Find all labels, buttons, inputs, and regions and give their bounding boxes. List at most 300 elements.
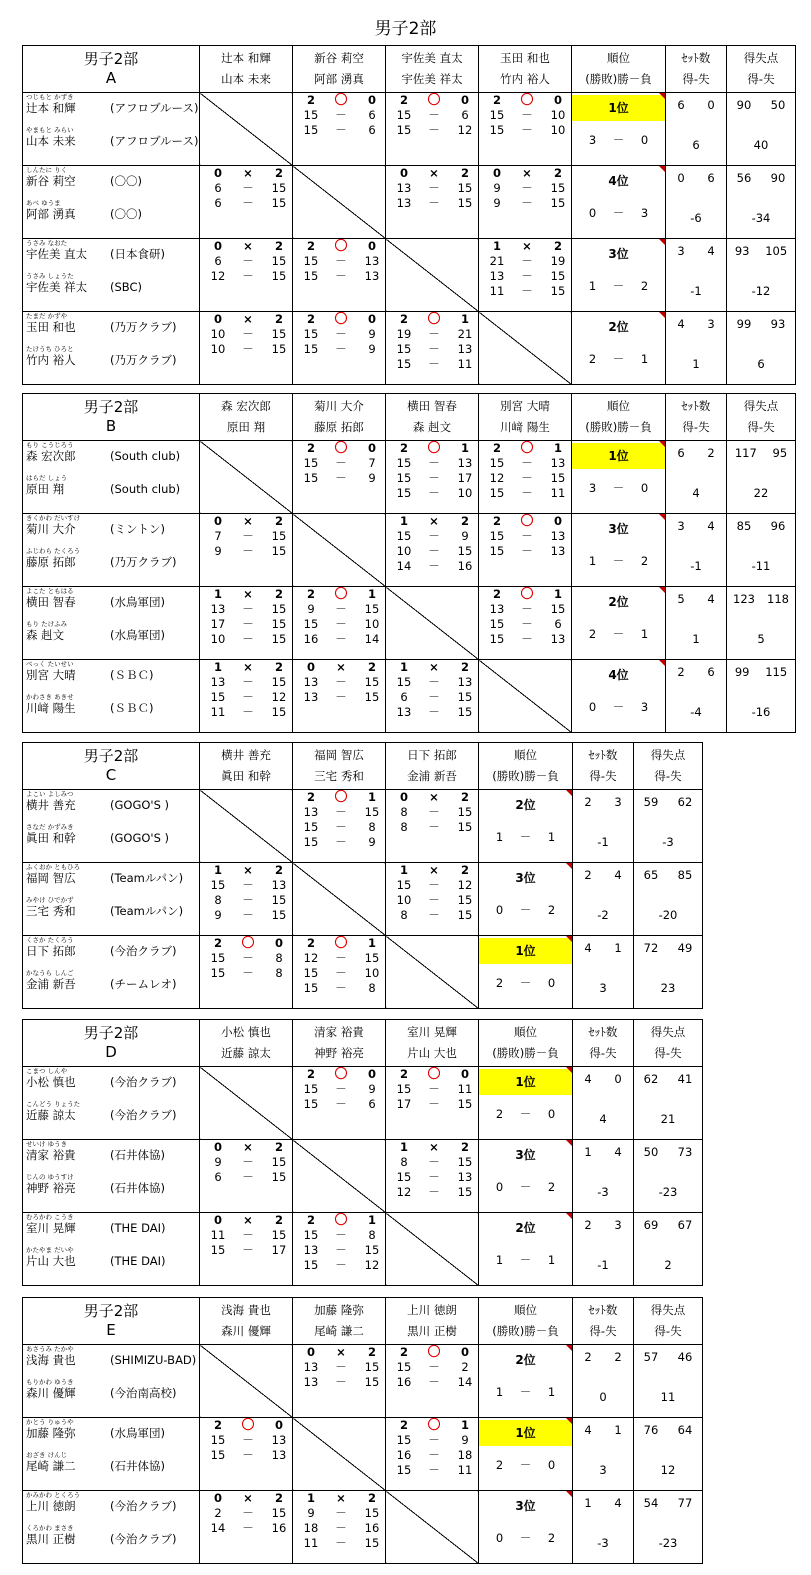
win-loss-record <box>572 700 665 715</box>
set-score-line <box>200 239 292 254</box>
match-result-cell <box>386 1418 479 1491</box>
game-score-line <box>386 805 478 820</box>
wins: 0 <box>588 700 597 714</box>
sets-lost: 2 <box>367 660 376 674</box>
game-points-for: 13 <box>489 269 505 283</box>
sets-against: 3 <box>614 1218 622 1232</box>
win-circle-icon: 〇 <box>427 312 441 327</box>
points-header-line-1: 得失点 <box>650 1025 686 1039</box>
game-points-against: 15 <box>271 269 287 283</box>
team-name-cell <box>23 1418 200 1491</box>
match-result-cell <box>293 1067 386 1140</box>
game-points-against: 13 <box>271 1448 287 1462</box>
player-kana: せいけ ゆうき <box>26 1140 68 1148</box>
team-name-cell <box>23 312 200 385</box>
loss-cross-icon: × <box>243 1213 253 1227</box>
game-points-against: 15 <box>457 1185 473 1199</box>
comment-marker-icon <box>566 1067 572 1073</box>
game-points-against: 6 <box>554 617 562 631</box>
game-points-for: 15 <box>396 342 412 356</box>
score-dash: － <box>335 1375 347 1389</box>
game-score-line <box>479 108 571 123</box>
game-score-line <box>200 602 292 617</box>
team-row <box>23 514 796 587</box>
points-for: 59 <box>643 795 659 809</box>
game-score-line <box>293 1228 385 1243</box>
score-dash: － <box>242 1155 254 1169</box>
self-match-cell <box>386 587 479 660</box>
club-name: (今治クラブ) <box>110 1108 177 1122</box>
score-dash: － <box>335 835 347 849</box>
game-score-line <box>293 675 385 690</box>
game-points-for: 9 <box>493 196 501 210</box>
comment-marker-icon <box>659 312 665 318</box>
score-dash: － <box>242 1170 254 1184</box>
set-score-line <box>293 1213 385 1228</box>
score-dash: － <box>242 690 254 704</box>
group-letter: D <box>105 1043 117 1061</box>
game-score-line <box>386 1433 478 1448</box>
game-points-for: 9 <box>214 544 222 558</box>
header-player-2: 黒川 正樹 <box>407 1324 457 1338</box>
comment-marker-icon <box>659 166 665 172</box>
rank-cell <box>572 587 666 660</box>
win-circle-icon: 〇 <box>241 936 255 951</box>
points-difference: 2 <box>664 1258 672 1272</box>
sets-for: 2 <box>677 665 685 679</box>
match-result-cell <box>293 441 386 514</box>
game-points-against: 15 <box>364 1243 380 1257</box>
team-name-cell <box>23 1067 200 1140</box>
game-points-against: 15 <box>271 529 287 543</box>
game-score-line <box>386 486 478 501</box>
sets-won: 2 <box>399 1345 408 1359</box>
header-player-2: 川﨑 陽生 <box>500 420 550 434</box>
set-score-line <box>386 1067 478 1082</box>
points-difference: -23 <box>658 1536 678 1550</box>
game-score-line <box>200 327 292 342</box>
game-points-for: 15 <box>303 981 319 995</box>
sets-against: 4 <box>614 1145 622 1159</box>
points-against: 50 <box>770 98 786 112</box>
wins: 2 <box>495 976 504 990</box>
player-name-line <box>23 628 199 643</box>
record-dash: － <box>612 206 625 220</box>
points-for-against <box>727 514 795 534</box>
set-score-line <box>386 166 478 181</box>
set-count-cell <box>666 312 727 385</box>
game-points-for: 6 <box>214 196 222 210</box>
game-score-line <box>200 1228 292 1243</box>
points-for-against <box>634 1418 702 1438</box>
sets-lost: 2 <box>274 239 283 253</box>
sets-lost: 2 <box>367 1491 376 1505</box>
score-dash: － <box>242 893 254 907</box>
win-circle-icon: 〇 <box>334 441 348 456</box>
set-score-line <box>386 312 478 327</box>
player-name-line <box>23 449 199 464</box>
match-result-cell <box>386 166 479 239</box>
win-circle-icon: 〇 <box>520 514 534 529</box>
set-difference: 1 <box>692 357 700 371</box>
game-points-for: 8 <box>400 1155 408 1169</box>
game-score-line <box>479 529 571 544</box>
set-score-line <box>200 587 292 602</box>
points-difference: -23 <box>658 1185 678 1199</box>
game-score-line <box>386 820 478 835</box>
game-points-against: 8 <box>275 951 283 965</box>
game-points-for: 15 <box>396 486 412 500</box>
sets-against: 4 <box>707 592 715 606</box>
group-division: 男子2部 <box>83 1302 139 1320</box>
game-points-against: 15 <box>550 196 566 210</box>
self-match-cell <box>386 1213 479 1286</box>
points-against: 90 <box>770 171 786 185</box>
win-circle-icon: 〇 <box>334 239 348 254</box>
win-loss-record <box>479 1107 572 1122</box>
team-row <box>23 441 796 514</box>
team-row <box>23 93 796 166</box>
player-name-line <box>23 1075 199 1090</box>
player-kana: かなうら しんご <box>26 969 74 977</box>
game-points-against: 15 <box>271 908 287 922</box>
set-count-cell <box>666 660 727 733</box>
points-for-against <box>634 1345 702 1365</box>
set-header-line-1: ｾｯﾄ数 <box>681 51 711 65</box>
player-kana: こまつ しんや <box>26 1067 68 1075</box>
game-score-line <box>293 1243 385 1258</box>
game-points-against: 15 <box>457 1155 473 1169</box>
comment-marker-icon <box>659 93 665 99</box>
game-score-line <box>386 559 478 574</box>
player-name: 眞田 和幹 <box>26 831 76 845</box>
score-dash: － <box>428 181 440 195</box>
set-score-line <box>293 660 385 675</box>
group-block <box>22 742 703 1009</box>
player-kana: うさみ なおた <box>26 239 68 247</box>
match-result-cell <box>386 1140 479 1213</box>
set-score-line <box>293 312 385 327</box>
set-difference: 0 <box>599 1390 607 1404</box>
comment-marker-icon <box>566 1213 572 1219</box>
group-letter: A <box>105 69 117 87</box>
points-cell <box>727 514 796 587</box>
points-for-against <box>727 441 795 461</box>
set-header-line-1: ｾｯﾄ数 <box>588 1303 618 1317</box>
game-points-for: 15 <box>303 471 319 485</box>
player-name: 加藤 隆弥 <box>26 1426 76 1440</box>
game-points-against: 19 <box>550 254 566 268</box>
score-dash: － <box>428 1185 440 1199</box>
set-difference: -1 <box>690 559 702 573</box>
game-score-line <box>200 1243 292 1258</box>
sets-won: 2 <box>213 936 222 950</box>
header-player-1: 菊川 大介 <box>314 399 364 413</box>
wins: 2 <box>588 627 597 641</box>
game-points-against: 8 <box>368 1228 376 1242</box>
player-name-line <box>23 207 199 222</box>
game-score-line <box>200 181 292 196</box>
player-name: 阿部 湧真 <box>26 207 76 221</box>
header-player-1: 新谷 莉空 <box>314 51 364 65</box>
rank-cell <box>572 312 666 385</box>
game-points-for: 15 <box>396 123 412 137</box>
score-dash: － <box>428 705 440 719</box>
score-dash: － <box>242 1243 254 1257</box>
rank-label: 2位 <box>608 320 629 334</box>
rank-header-line-1: 順位 <box>514 1303 537 1317</box>
column-team-header <box>386 46 479 93</box>
game-score-line <box>386 123 478 138</box>
player-name-line <box>23 280 199 295</box>
game-points-against: 2 <box>461 1360 469 1374</box>
sets-for: 0 <box>677 171 685 185</box>
player-name: 小松 慎也 <box>26 1075 76 1089</box>
set-for-against <box>666 587 726 607</box>
score-dash: － <box>335 1097 347 1111</box>
sets-won: 2 <box>399 1418 408 1432</box>
losses: 0 <box>547 1107 556 1121</box>
score-dash: － <box>242 632 254 646</box>
score-dash: － <box>428 690 440 704</box>
game-score-line <box>386 1155 478 1170</box>
rank-header <box>572 394 666 441</box>
game-points-for: 15 <box>303 835 319 849</box>
sets-lost: 2 <box>274 166 283 180</box>
game-points-for: 12 <box>210 269 226 283</box>
points-header-line-1: 得失点 <box>650 748 686 762</box>
player-kana: つじもと かずき <box>26 93 74 101</box>
game-points-for: 15 <box>489 486 505 500</box>
header-player-1: 浅海 貴也 <box>221 1303 271 1317</box>
game-points-for: 13 <box>303 805 319 819</box>
rank-label: 3位 <box>515 871 536 885</box>
score-dash: － <box>335 123 347 137</box>
column-team-header <box>200 743 293 790</box>
game-points-against: 16 <box>364 1521 380 1535</box>
record-dash: － <box>612 627 625 641</box>
group-name-cell <box>23 1020 200 1067</box>
rank-cell <box>572 514 666 587</box>
header-player-2: 藤原 拓郎 <box>314 420 364 434</box>
game-points-against: 14 <box>457 1375 473 1389</box>
match-result-cell <box>479 93 572 166</box>
match-result-cell <box>200 1140 293 1213</box>
points-against: 118 <box>767 592 789 606</box>
game-points-against: 18 <box>457 1448 473 1462</box>
player-name: 森 宏次郎 <box>26 449 76 463</box>
score-dash: － <box>521 544 533 558</box>
sets-lost: 1 <box>367 1213 376 1227</box>
score-dash: － <box>521 284 533 298</box>
points-for-against <box>727 93 795 113</box>
win-loss-record <box>572 627 665 642</box>
rank-label: 1位 <box>572 443 665 469</box>
points-difference: -34 <box>751 211 771 225</box>
score-dash: － <box>242 617 254 631</box>
score-dash: － <box>242 1433 254 1447</box>
rank-header-line-2: (勝敗)勝－負 <box>585 72 652 86</box>
loss-cross-icon: × <box>429 166 439 180</box>
score-dash: － <box>428 893 440 907</box>
set-score-line <box>293 936 385 951</box>
wins: 2 <box>495 1107 504 1121</box>
score-dash: － <box>242 1521 254 1535</box>
player-name-line <box>23 1426 199 1441</box>
wins: 3 <box>588 481 597 495</box>
sets-against: 1 <box>614 941 622 955</box>
player-kana: もり たけふみ <box>26 620 68 628</box>
match-result-cell <box>386 660 479 733</box>
game-score-line <box>200 342 292 357</box>
match-result-cell <box>293 239 386 312</box>
points-for: 93 <box>734 244 750 258</box>
game-points-against: 15 <box>271 893 287 907</box>
header-player-1: 小松 慎也 <box>221 1025 271 1039</box>
game-points-for: 15 <box>303 327 319 341</box>
set-for-against <box>573 1213 633 1233</box>
set-for-against <box>573 1140 633 1160</box>
set-count-cell <box>573 863 634 936</box>
set-score-line <box>386 1345 478 1360</box>
sets-against: 0 <box>707 98 715 112</box>
set-score-line <box>386 93 478 108</box>
game-points-for: 15 <box>396 1170 412 1184</box>
match-result-cell <box>386 790 479 863</box>
sets-won: 2 <box>492 587 501 601</box>
game-points-against: 15 <box>457 1097 473 1111</box>
game-score-line <box>479 269 571 284</box>
game-points-for: 15 <box>303 1082 319 1096</box>
rank-cell <box>479 1067 573 1140</box>
player-kana: べっく たいせい <box>26 660 74 668</box>
column-team-header <box>200 1298 293 1345</box>
game-points-for: 15 <box>303 820 319 834</box>
game-points-against: 12 <box>457 123 473 137</box>
losses: 0 <box>547 976 556 990</box>
club-name: (South club) <box>110 449 181 463</box>
match-result-cell <box>386 1067 479 1140</box>
player-kana: かわさき あきせ <box>26 693 74 701</box>
game-points-for: 6 <box>214 254 222 268</box>
game-points-for: 13 <box>303 1243 319 1257</box>
game-points-for: 15 <box>303 123 319 137</box>
game-points-for: 10 <box>396 544 412 558</box>
game-points-for: 12 <box>303 951 319 965</box>
rank-header-line-1: 順位 <box>514 748 537 762</box>
player-name-line <box>23 1148 199 1163</box>
sets-lost: 2 <box>274 1140 283 1154</box>
player-name: 室川 晃輝 <box>26 1221 76 1235</box>
points-against: 93 <box>770 317 786 331</box>
set-for-against <box>666 93 726 113</box>
score-dash: － <box>335 269 347 283</box>
game-points-for: 16 <box>396 1448 412 1462</box>
sets-against: 6 <box>707 171 715 185</box>
rank-cell <box>479 1418 573 1491</box>
player-name-line <box>23 798 199 813</box>
game-points-for: 11 <box>489 284 505 298</box>
points-cell <box>634 1067 703 1140</box>
header-player-1: 福岡 智広 <box>314 748 364 762</box>
set-score-line <box>386 1418 478 1433</box>
player-kana: かたやま だいや <box>26 1246 74 1254</box>
score-dash: － <box>521 471 533 485</box>
player-name-line <box>23 595 199 610</box>
rank-header-line-2: (勝敗)勝－負 <box>492 1324 559 1338</box>
sets-against: 6 <box>707 665 715 679</box>
wins: 0 <box>588 206 597 220</box>
match-result-cell <box>479 239 572 312</box>
points-difference: 40 <box>753 138 769 152</box>
player-name: 清家 裕貴 <box>26 1148 76 1162</box>
game-score-line <box>200 269 292 284</box>
set-score-line <box>386 790 478 805</box>
team-name-cell <box>23 587 200 660</box>
game-score-line <box>479 123 571 138</box>
sets-against: 3 <box>707 317 715 331</box>
score-dash: － <box>428 878 440 892</box>
set-count-cell <box>666 93 727 166</box>
game-score-line <box>479 486 571 501</box>
sets-lost: 2 <box>553 166 562 180</box>
game-points-against: 8 <box>368 981 376 995</box>
wins: 0 <box>495 903 504 917</box>
game-points-against: 15 <box>364 1360 380 1374</box>
points-header-line-2: 得-失 <box>654 1046 682 1060</box>
column-team-header <box>386 1298 479 1345</box>
player-kana: おざき けんじ <box>26 1451 68 1459</box>
match-result-cell <box>200 587 293 660</box>
match-result-cell <box>386 514 479 587</box>
set-for-against <box>573 790 633 810</box>
score-dash: － <box>428 1463 440 1477</box>
set-count-cell <box>573 1140 634 1213</box>
game-points-against: 9 <box>368 471 376 485</box>
rank-label: 4位 <box>608 174 629 188</box>
set-score-line <box>200 936 292 951</box>
player-name: 神野 裕亮 <box>26 1181 76 1195</box>
sets-lost: 2 <box>460 863 469 877</box>
game-points-for: 15 <box>303 1097 319 1111</box>
game-points-against: 15 <box>457 196 473 210</box>
sets-won: 0 <box>213 312 222 326</box>
game-points-against: 15 <box>364 951 380 965</box>
sets-lost: 2 <box>460 1140 469 1154</box>
team-name-cell <box>23 514 200 587</box>
game-score-line <box>293 632 385 647</box>
game-score-line <box>386 357 478 372</box>
win-circle-icon: 〇 <box>334 790 348 805</box>
set-score-line <box>386 441 478 456</box>
score-dash: － <box>521 254 533 268</box>
sets-won: 2 <box>306 239 315 253</box>
player-name-line <box>23 1386 199 1401</box>
player-name: 尾崎 謙二 <box>26 1459 76 1473</box>
game-points-against: 15 <box>271 617 287 631</box>
losses: 2 <box>547 1531 556 1545</box>
set-count-cell <box>666 441 727 514</box>
column-team-header <box>293 1298 386 1345</box>
player-name: 片山 大也 <box>26 1254 76 1268</box>
header-player-2: 近藤 諒太 <box>221 1046 271 1060</box>
header-player-1: 宇佐美 直太 <box>401 51 463 65</box>
self-match-cell <box>200 1067 293 1140</box>
club-name: (今治クラブ) <box>110 1075 177 1089</box>
points-header-line-2: 得-失 <box>747 420 775 434</box>
loss-cross-icon: × <box>522 239 532 253</box>
game-score-line <box>386 456 478 471</box>
